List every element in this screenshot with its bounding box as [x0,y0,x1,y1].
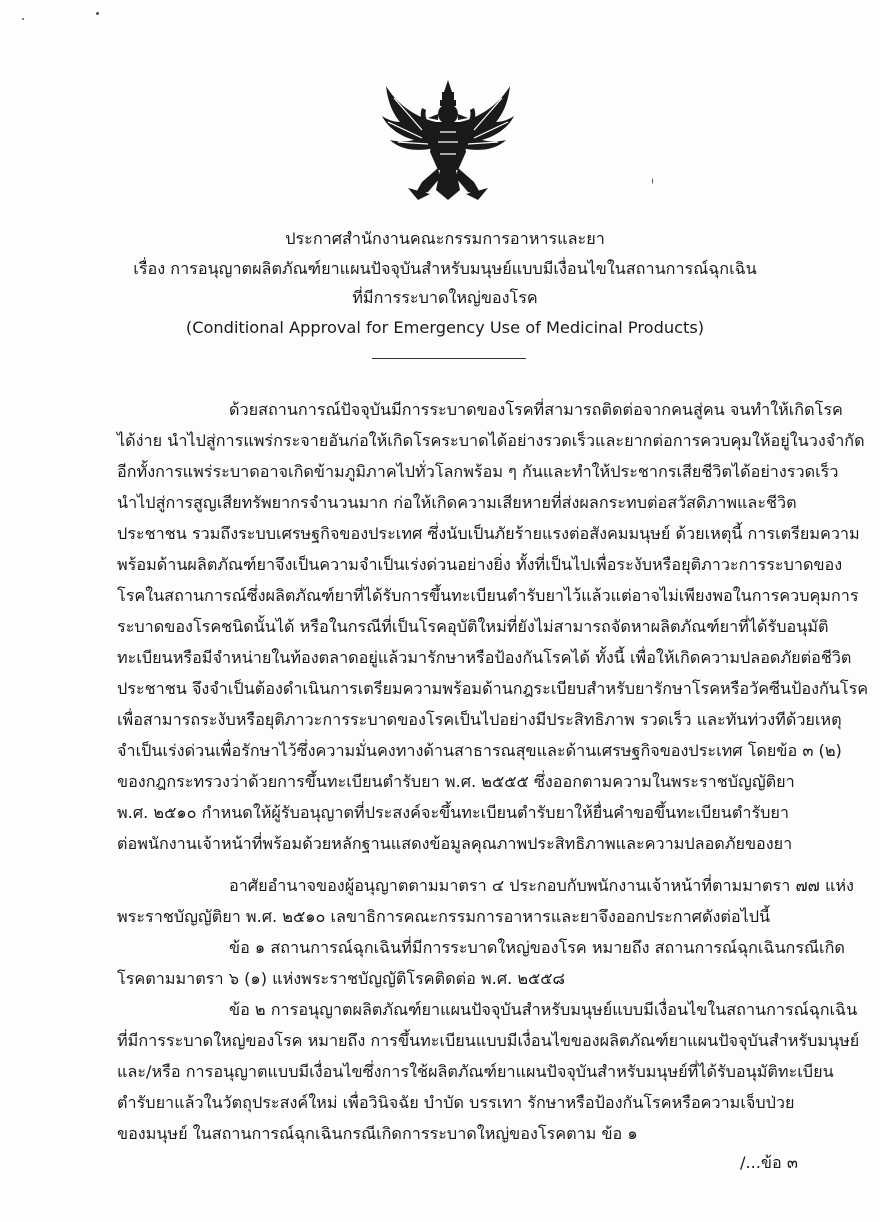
body-line: พ.ศ. ๒๕๑๐ กำหนดให้ผู้รับอนุญาตที่ประสงค์จะขึ้นทะเบียนตำรับยาให้ยื่นคำขอขึ้นทะเบียนตำรับยา [117,803,789,822]
body-line: ระบาดของโรคชนิดนั้นได้ หรือในกรณีที่เป็นโรคอุบัติใหม่ที่ยังไม่สามารถจัดหาผลิตภัณฑ์ยาที่ได้รับอนุมัติ [117,617,829,636]
clause-2-line: ข้อ ๒ การอนุญาตผลิตภัณฑ์ยาแผนปัจจุบันสำหรับมนุษย์แบบมีเงื่อนไขในสถานการณ์ฉุกเฉิน [229,1000,858,1019]
page-continuation: /...ข้อ ๓ [740,1153,798,1172]
body-line: ด้วยสถานการณ์ปัจจุบันมีการระบาดของโรคที่สามารถติดต่อจากคนสู่คน จนทำให้เกิดโรค [229,400,843,419]
body-line: จำเป็นเร่งด่วนเพื่อรักษาไว้ซึ่งความมั่นคงทางด้านสาธารณสุขและด้านเศรษฐกิจของประเทศ โดยข้อ ๓ (๒) [117,741,842,760]
body-line: ทะเบียนหรือมีจำหน่ายในท้องตลาดอยู่แล้วมารักษาหรือป้องกันโรคได้ ทั้งนี้ เพื่อให้เกิดความปลอดภัยต่อชีวิต [117,648,852,667]
scan-speck [96,12,99,15]
body-line: ต่อพนักงานเจ้าหน้าที่พร้อมด้วยหลักฐานแสดงข้อมูลคุณภาพประสิทธิภาพและความปลอดภัยของยา [117,834,793,853]
header-english-title: (Conditional Approval for Emergency Use of Medicinal Products) [185,317,705,337]
body-line: พร้อมด้านผลิตภัณฑ์ยาจึงเป็นความจำเป็นเร่งด่วนอย่างยิ่ง ทั้งที่เป็นไปเพื่อระงับหรือยุติภาวะการระบาดของ [117,555,843,574]
body-line: พระราชบัญญัติยา พ.ศ. ๒๕๑๐ เลขาธิการคณะกรรมการอาหารและยาจึงออกประกาศดังต่อไปนี้ [117,907,771,926]
clause-2-line: ของมนุษย์ ในสถานการณ์ฉุกเฉินกรณีเกิดการระบาดใหญ่ของโรคตาม ข้อ ๑ [117,1124,638,1143]
body-line: อาศัยอำนาจของผู้อนุญาตตามมาตรา ๔ ประกอบกับพนักงานเจ้าหน้าที่ตามมาตรา ๗๗ แห่ง [229,876,854,895]
body-line: ของกฎกระทรวงว่าด้วยการขึ้นทะเบียนตำรับยา พ.ศ. ๒๕๕๕ ซึ่งออกตามความในพระราชบัญญัติยา [117,772,795,791]
body-line: อีกทั้งการแพร่ระบาดอาจเกิดข้ามภูมิภาคไปทั่วโลกพร้อม ๆ กันและทำให้ประชากรเสียชีวิตได้อย่างรวดเร็ว [117,462,839,481]
body-line: โรคในสถานการณ์ซึ่งผลิตภัณฑ์ยาที่ได้รับการขึ้นทะเบียนตำรับยาไว้แล้วแต่อาจไม่เพียงพอในการควบคุมการ [117,586,859,605]
body-line: ได้ง่าย นำไปสู่การแพร่กระจายอันก่อให้เกิดโรคระบาดได้อย่างรวดเร็วและยากต่อการควบคุมให้อยู่ในวงจำกัด [117,431,865,450]
clause-2-line: ที่มีการระบาดใหญ่ของโรค หมายถึง การขึ้นทะเบียนแบบมีเงื่อนไขของผลิตภัณฑ์ยาแผนปัจจุบันสำหรับมนุษย์ [117,1031,860,1050]
announcement-header [110,224,780,342]
header-subject-cont: ที่มีการระบาดใหญ่ของโรค [352,288,538,308]
body-line: เพื่อสามารถระงับหรือยุติภาวะการระบาดของโรคเป็นไปอย่างมีประสิทธิภาพ รวดเร็ว และทันท่วงทีด้วยเหตุ [117,710,842,729]
clause-2-line: ตำรับยาแล้วในวัตถุประสงค์ใหม่ เพื่อวินิจฉัย บำบัด บรรเทา รักษาหรือป้องกันโรคหรือความเจ็บป่วย [117,1093,795,1112]
body-line: ประชาชน รวมถึงระบบเศรษฐกิจของประเทศ ซึ่งนับเป็นภัยร้ายแรงต่อสังคมมนุษย์ ด้วยเหตุนี้ การเตรียมความ [117,524,860,543]
header-subject: เรื่อง การอนุญาตผลิตภัณฑ์ยาแผนปัจจุบันสำหรับมนุษย์แบบมีเงื่อนไขในสถานการณ์ฉุกเฉิน [133,258,757,278]
clause-1-line: โรคตามมาตรา ๖ (๑) แห่งพระราชบัญญัติโรคติดต่อ พ.ศ. ๒๕๕๘ [117,969,566,988]
clause-1-line: ข้อ ๑ สถานการณ์ฉุกเฉินที่มีการระบาดใหญ่ของโรค หมายถึง สถานการณ์ฉุกเฉินกรณีเกิด [229,938,845,957]
header-title: ประกาศสำนักงานคณะกรรมการอาหารและยา [285,229,605,248]
scan-speck [22,18,24,20]
scan-speck [652,178,653,184]
clause-2-line: และ/หรือ การอนุญาตแบบมีเงื่อนไขซึ่งการใช้ผลิตภัณฑ์ยาแผนปัจจุบันสำหรับมนุษย์ที่ได้รับอนุมัติทะเบียน [117,1062,834,1081]
garuda-emblem-icon [378,78,518,202]
body-line: นำไปสู่การสูญเสียทรัพยากรจำนวนมาก ก่อให้เกิดความเสียหายที่ส่งผลกระทบต่อสวัสดิภาพและชีวิต [117,493,797,512]
header-divider [372,358,526,359]
body-line: ประชาชน จึงจำเป็นต้องดำเนินการเตรียมความพร้อมด้านกฎระเบียบสำหรับยารักษาโรคหรือวัคซีนป้องกันโรค [117,679,869,698]
